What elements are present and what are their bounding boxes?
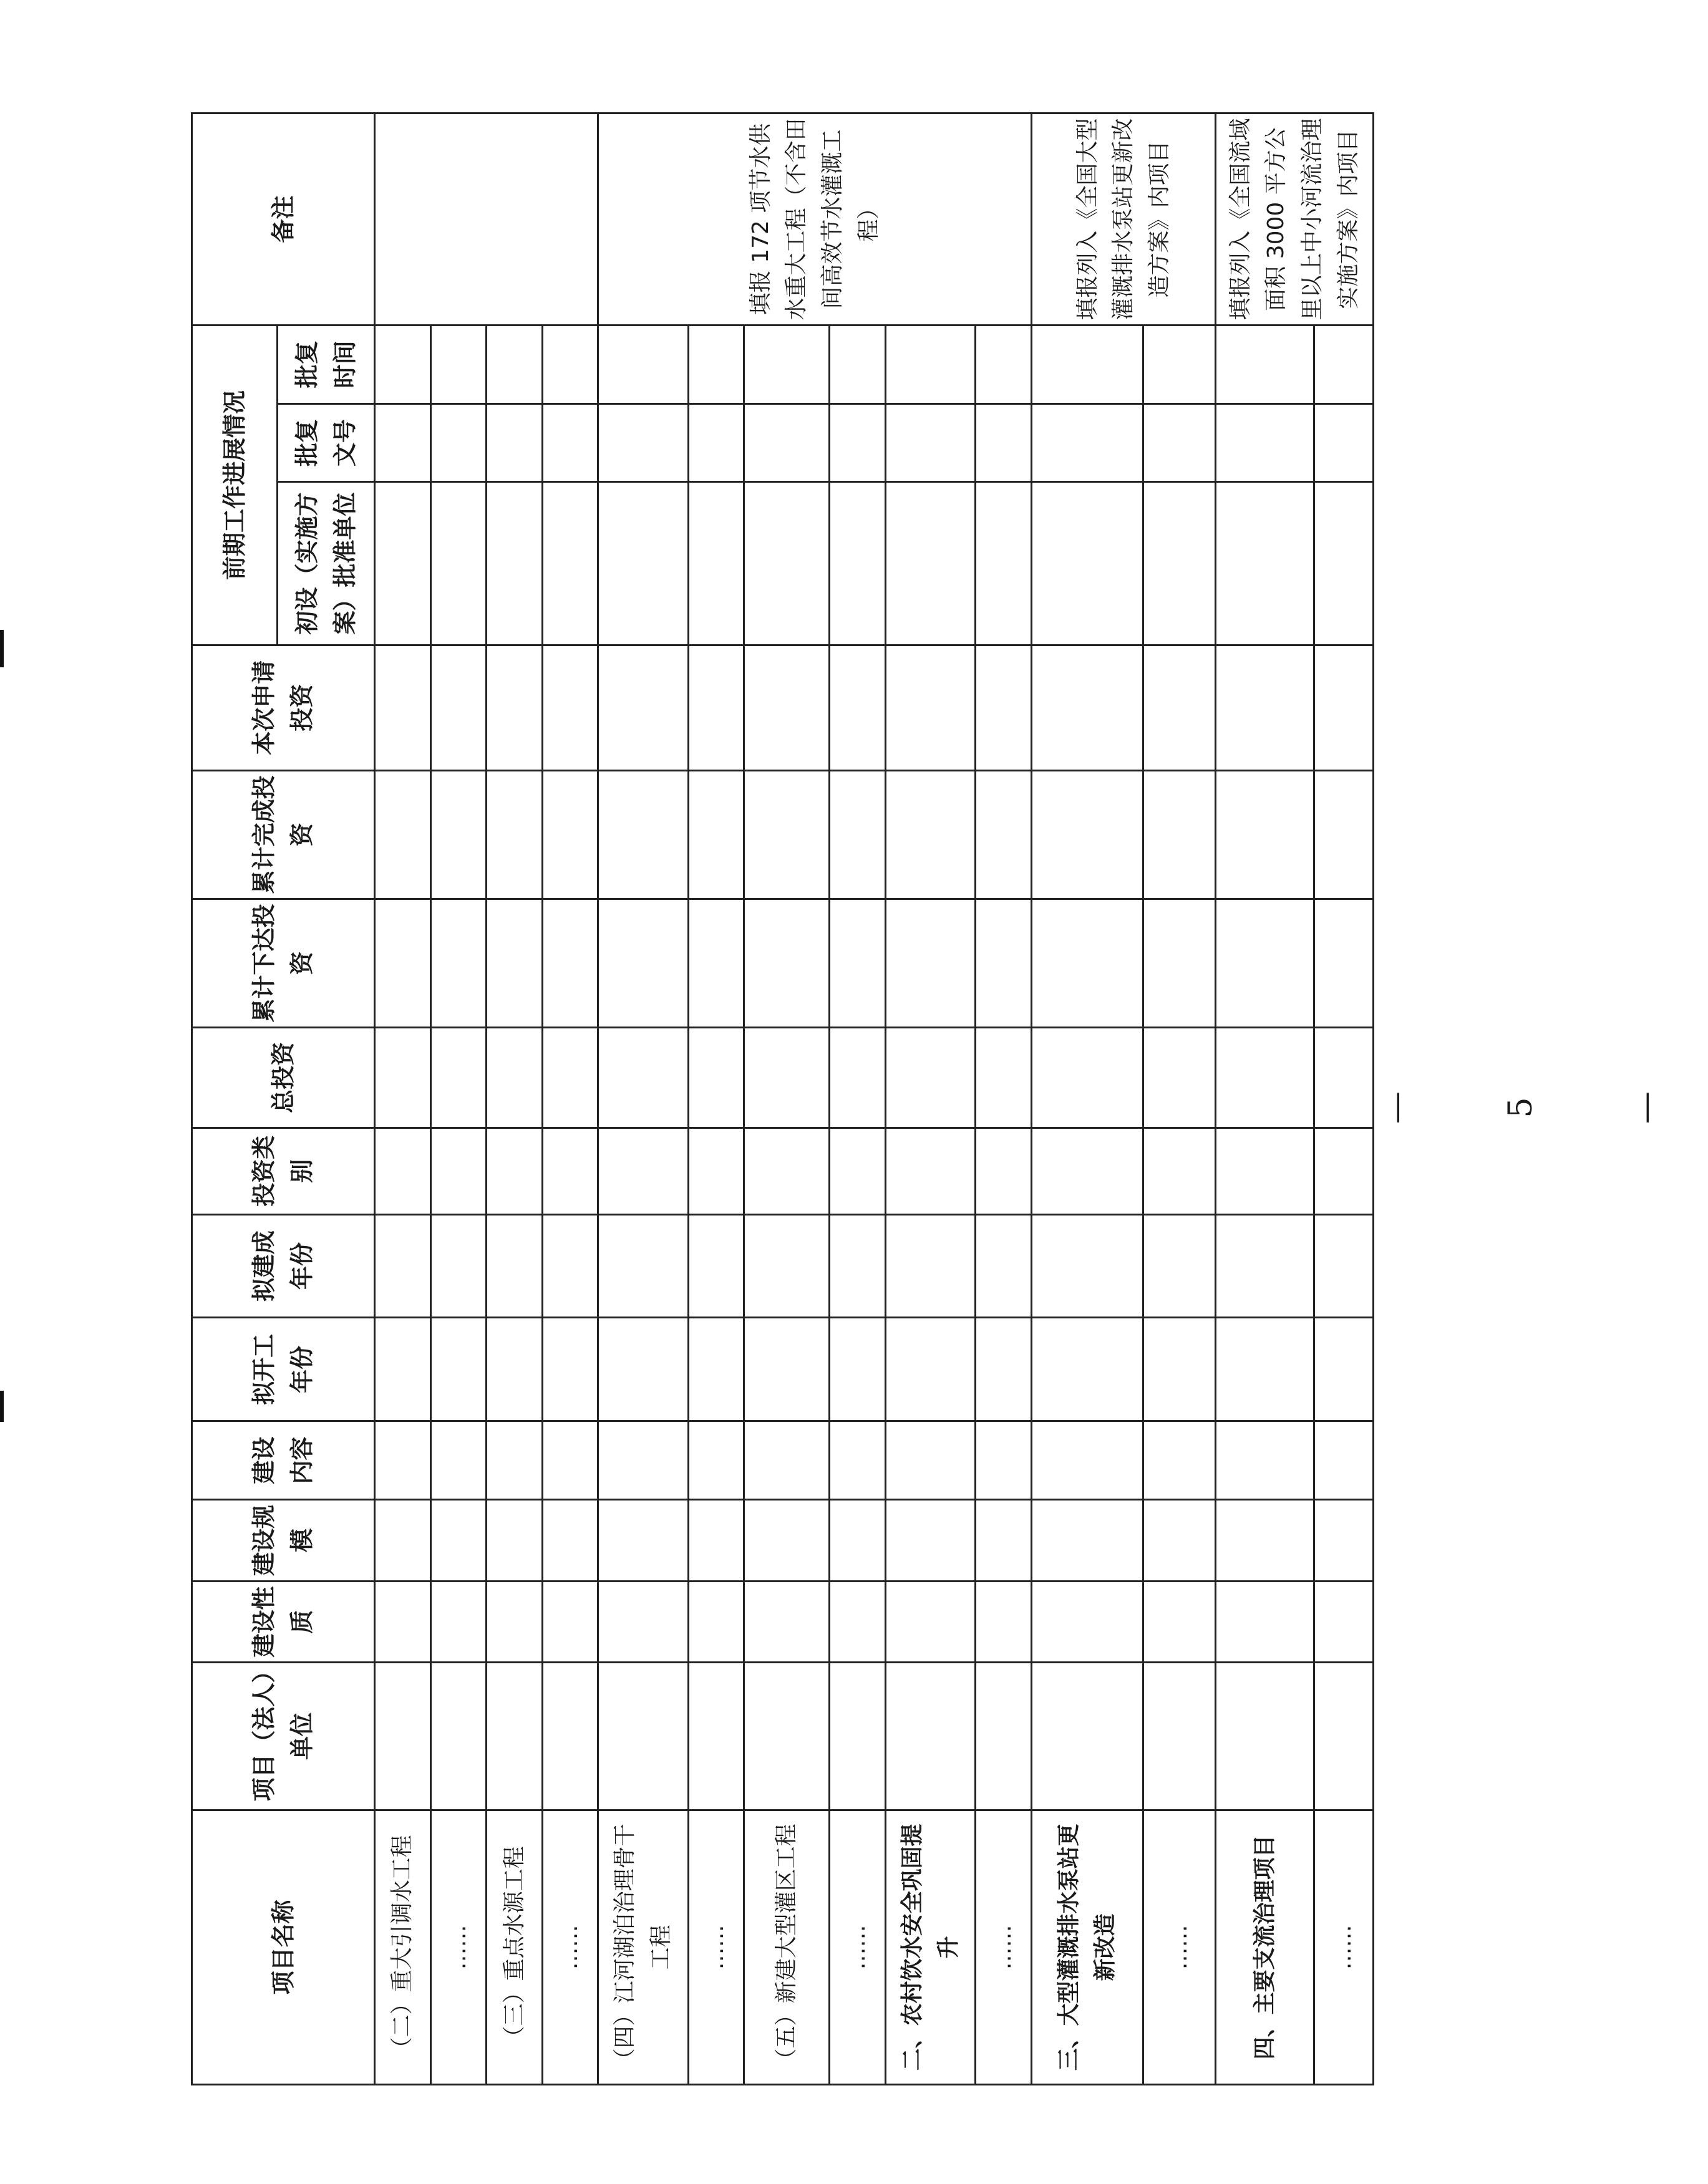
header-scale: 建设规模	[192, 1500, 375, 1582]
page-number: — 5 —	[1377, 1091, 1664, 1124]
header-finish-year: 拟建成年份	[192, 1214, 375, 1318]
empty-cell	[1143, 1318, 1216, 1421]
header-legal-unit: 项目（法人）单位	[192, 1663, 375, 1810]
empty-cell	[976, 1500, 1032, 1582]
table-row	[830, 114, 886, 2085]
empty-cell	[744, 899, 830, 1027]
row-project-name: ……	[542, 1810, 598, 2084]
empty-cell	[688, 1663, 744, 1810]
empty-cell	[1314, 1421, 1374, 1500]
empty-cell	[1215, 1128, 1314, 1214]
header-issued-invest: 累计下达投资	[192, 899, 375, 1027]
empty-cell	[1031, 1500, 1143, 1582]
empty-cell	[1215, 1500, 1314, 1582]
row-project-name: 四、主要支流治理项目	[1215, 1810, 1314, 2084]
row-project-name: （五）新建大型灌区工程	[744, 1810, 830, 2084]
empty-cell	[830, 645, 886, 770]
empty-cell	[1143, 770, 1216, 899]
empty-cell	[1031, 1128, 1143, 1214]
empty-cell	[885, 482, 975, 645]
empty-cell	[375, 899, 431, 1027]
empty-cell	[830, 1318, 886, 1421]
empty-cell	[542, 770, 598, 899]
empty-cell	[430, 325, 487, 403]
empty-cell	[542, 1663, 598, 1810]
table-row	[1031, 114, 1143, 2085]
empty-cell	[430, 645, 487, 770]
header-remarks: 备注	[192, 114, 375, 326]
empty-cell	[598, 899, 688, 1027]
empty-cell	[830, 1214, 886, 1318]
empty-cell	[744, 482, 830, 645]
empty-cell	[1314, 1500, 1374, 1582]
row-project-name: ……	[830, 1810, 886, 2084]
empty-cell	[1215, 482, 1314, 645]
empty-cell	[598, 403, 688, 482]
empty-cell	[1215, 1027, 1314, 1128]
header-nature: 建设性质	[192, 1581, 375, 1663]
empty-cell	[375, 1128, 431, 1214]
empty-cell	[1215, 1581, 1314, 1663]
empty-cell	[487, 325, 543, 403]
empty-cell	[542, 1128, 598, 1214]
empty-cell	[487, 403, 543, 482]
empty-cell	[542, 1581, 598, 1663]
empty-cell	[1314, 899, 1374, 1027]
empty-cell	[1314, 1318, 1374, 1421]
empty-cell	[487, 1027, 543, 1128]
empty-cell	[688, 1318, 744, 1421]
empty-cell	[1031, 1027, 1143, 1128]
empty-cell	[885, 1128, 975, 1214]
empty-cell	[885, 770, 975, 899]
empty-cell	[885, 645, 975, 770]
empty-cell	[688, 899, 744, 1027]
empty-cell	[976, 482, 1032, 645]
empty-cell	[1143, 1027, 1216, 1128]
empty-cell	[1314, 1663, 1374, 1810]
header-content: 建设内容	[192, 1421, 375, 1500]
row-project-name: （三）重点水源工程	[487, 1810, 543, 2084]
empty-cell	[1143, 1581, 1216, 1663]
row-remark: 填报列入《全国流域面积 3000 平方公里以上中小河流治理实施方案》内项目	[1215, 114, 1373, 326]
row-project-name: ……	[688, 1810, 744, 2084]
empty-cell	[1031, 1421, 1143, 1500]
empty-cell	[1031, 325, 1143, 403]
row-project-name: （二）重大引调水工程	[375, 1810, 431, 2084]
row-project-name: ……	[976, 1810, 1032, 2084]
row-project-name: ……	[1143, 1810, 1216, 2084]
empty-cell	[1314, 325, 1374, 403]
empty-cell	[1143, 1500, 1216, 1582]
empty-cell	[487, 1581, 543, 1663]
empty-cell	[688, 403, 744, 482]
empty-cell	[830, 1500, 886, 1582]
empty-cell	[744, 1663, 830, 1810]
scan-edge-mark	[0, 630, 4, 667]
empty-cell	[1143, 1663, 1216, 1810]
table-row	[976, 114, 1032, 2085]
empty-cell	[1031, 899, 1143, 1027]
empty-cell	[430, 1581, 487, 1663]
table-row	[1143, 114, 1216, 2085]
empty-cell	[487, 482, 543, 645]
empty-cell	[542, 1318, 598, 1421]
empty-cell	[1314, 645, 1374, 770]
table-row	[885, 114, 975, 2085]
empty-cell	[830, 403, 886, 482]
empty-cell	[375, 325, 431, 403]
row-project-name: ……	[430, 1810, 487, 2084]
empty-cell	[1215, 1214, 1314, 1318]
empty-cell	[976, 899, 1032, 1027]
empty-cell	[542, 403, 598, 482]
empty-cell	[542, 1421, 598, 1500]
empty-cell	[830, 770, 886, 899]
empty-cell	[487, 770, 543, 899]
empty-cell	[976, 325, 1032, 403]
empty-cell	[542, 482, 598, 645]
empty-cell	[744, 770, 830, 899]
empty-cell	[375, 1027, 431, 1128]
empty-cell	[744, 1214, 830, 1318]
empty-cell	[1031, 1318, 1143, 1421]
empty-cell	[430, 1421, 487, 1500]
header-start-year: 拟开工年份	[192, 1318, 375, 1421]
empty-cell	[598, 770, 688, 899]
empty-cell	[688, 1214, 744, 1318]
table-row	[598, 114, 688, 2085]
empty-cell	[375, 1663, 431, 1810]
empty-cell	[688, 482, 744, 645]
table-row	[487, 114, 543, 2085]
empty-cell	[1031, 1214, 1143, 1318]
empty-cell	[375, 770, 431, 899]
empty-cell	[542, 1214, 598, 1318]
empty-cell	[1314, 403, 1374, 482]
empty-cell	[1215, 899, 1314, 1027]
empty-cell	[1143, 1128, 1216, 1214]
empty-cell	[375, 482, 431, 645]
empty-cell	[598, 1027, 688, 1128]
empty-cell	[1143, 1421, 1216, 1500]
empty-cell	[375, 645, 431, 770]
empty-cell	[1143, 403, 1216, 482]
empty-cell	[598, 325, 688, 403]
empty-cell	[487, 645, 543, 770]
empty-cell	[1031, 403, 1143, 482]
empty-cell	[885, 1214, 975, 1318]
header-completed-invest: 累计完成投资	[192, 770, 375, 899]
empty-cell	[542, 1500, 598, 1582]
empty-cell	[830, 325, 886, 403]
table-row	[1215, 114, 1314, 2085]
header-invest-type: 投资类别	[192, 1128, 375, 1214]
empty-cell	[885, 325, 975, 403]
empty-cell	[1314, 1128, 1374, 1214]
empty-cell	[1031, 1581, 1143, 1663]
empty-cell	[744, 1500, 830, 1582]
empty-cell	[1314, 482, 1374, 645]
empty-cell	[375, 1581, 431, 1663]
header-total-invest: 总投资	[192, 1027, 375, 1128]
header-project-name: 项目名称	[192, 1810, 375, 2084]
row-project-name: 三、大型灌溉排水泵站更新改造	[1031, 1810, 1143, 2084]
empty-cell	[487, 1128, 543, 1214]
empty-cell	[430, 1318, 487, 1421]
empty-cell	[375, 1500, 431, 1582]
header-approval-time: 批复时间	[278, 325, 375, 403]
empty-cell	[598, 1318, 688, 1421]
empty-cell	[598, 1663, 688, 1810]
project-table	[191, 112, 1374, 2085]
empty-cell	[1031, 1663, 1143, 1810]
empty-cell	[430, 1027, 487, 1128]
empty-cell	[487, 1318, 543, 1421]
empty-cell	[885, 1500, 975, 1582]
empty-cell	[976, 1128, 1032, 1214]
empty-cell	[1143, 482, 1216, 645]
empty-cell	[542, 899, 598, 1027]
empty-cell	[688, 325, 744, 403]
empty-cell	[1143, 645, 1216, 770]
empty-cell	[830, 1421, 886, 1500]
empty-cell	[976, 1421, 1032, 1500]
empty-cell	[598, 1421, 688, 1500]
empty-cell	[744, 1027, 830, 1128]
empty-cell	[885, 1581, 975, 1663]
header-requested-invest: 本次申请投资	[192, 645, 375, 770]
empty-cell	[430, 1214, 487, 1318]
empty-cell	[1215, 645, 1314, 770]
row-remark	[375, 114, 598, 326]
empty-cell	[830, 1663, 886, 1810]
empty-cell	[744, 1581, 830, 1663]
empty-cell	[542, 645, 598, 770]
empty-cell	[976, 1581, 1032, 1663]
empty-cell	[976, 1214, 1032, 1318]
empty-cell	[744, 1318, 830, 1421]
empty-cell	[487, 1663, 543, 1810]
empty-cell	[430, 1663, 487, 1810]
empty-cell	[744, 403, 830, 482]
empty-cell	[430, 899, 487, 1027]
empty-cell	[688, 1027, 744, 1128]
empty-cell	[976, 403, 1032, 482]
table-row	[688, 114, 744, 2085]
empty-cell	[598, 1581, 688, 1663]
empty-cell	[688, 770, 744, 899]
empty-cell	[542, 1027, 598, 1128]
empty-cell	[976, 1318, 1032, 1421]
empty-cell	[430, 770, 487, 899]
empty-cell	[430, 1500, 487, 1582]
empty-cell	[885, 1663, 975, 1810]
empty-cell	[542, 325, 598, 403]
empty-cell	[1314, 770, 1374, 899]
empty-cell	[688, 645, 744, 770]
empty-cell	[1143, 325, 1216, 403]
empty-cell	[976, 1663, 1032, 1810]
row-project-name: 二、农村饮水安全巩固提升	[885, 1810, 975, 2084]
empty-cell	[885, 899, 975, 1027]
empty-cell	[885, 1318, 975, 1421]
empty-cell	[976, 770, 1032, 899]
empty-cell	[1215, 770, 1314, 899]
table-row	[744, 114, 830, 2085]
empty-cell	[1314, 1214, 1374, 1318]
empty-cell	[744, 1128, 830, 1214]
empty-cell	[375, 1318, 431, 1421]
empty-cell	[487, 1500, 543, 1582]
rotated-table-container	[191, 112, 1374, 2085]
empty-cell	[1215, 403, 1314, 482]
row-remark: 填报列入《全国大型灌溉排水泵站更新改造方案》内项目	[1031, 114, 1215, 326]
empty-cell	[1215, 1318, 1314, 1421]
empty-cell	[430, 1128, 487, 1214]
empty-cell	[830, 899, 886, 1027]
empty-cell	[830, 1581, 886, 1663]
empty-cell	[430, 482, 487, 645]
empty-cell	[688, 1421, 744, 1500]
empty-cell	[1215, 1663, 1314, 1810]
empty-cell	[744, 325, 830, 403]
empty-cell	[598, 482, 688, 645]
empty-cell	[598, 1128, 688, 1214]
empty-cell	[598, 1500, 688, 1582]
header-prelim-group: 前期工作进展情况	[192, 325, 278, 645]
empty-cell	[885, 1421, 975, 1500]
header-approval-unit: 初设（实施方案）批准单位	[278, 482, 375, 645]
empty-cell	[744, 1421, 830, 1500]
empty-cell	[688, 1581, 744, 1663]
empty-cell	[1031, 482, 1143, 645]
empty-cell	[487, 1214, 543, 1318]
empty-cell	[598, 645, 688, 770]
table-row	[375, 114, 431, 2085]
scan-edge-mark	[0, 1391, 4, 1422]
row-project-name: （四）江河湖泊治理骨干工程	[598, 1810, 688, 2084]
empty-cell	[885, 1027, 975, 1128]
empty-cell	[1314, 1581, 1374, 1663]
empty-cell	[430, 403, 487, 482]
empty-cell	[375, 403, 431, 482]
empty-cell	[1143, 1214, 1216, 1318]
empty-cell	[375, 1214, 431, 1318]
row-remark: 填报 172 项节水供水重大工程（不含田间高效节水灌溉工程）	[598, 114, 1032, 326]
empty-cell	[885, 403, 975, 482]
empty-cell	[976, 1027, 1032, 1128]
empty-cell	[744, 645, 830, 770]
empty-cell	[830, 1128, 886, 1214]
empty-cell	[688, 1128, 744, 1214]
empty-cell	[1215, 1421, 1314, 1500]
empty-cell	[1215, 325, 1314, 403]
empty-cell	[487, 1421, 543, 1500]
empty-cell	[830, 482, 886, 645]
empty-cell	[1031, 645, 1143, 770]
empty-cell	[976, 645, 1032, 770]
table-row	[542, 114, 598, 2085]
table-row	[430, 114, 487, 2085]
empty-cell	[487, 899, 543, 1027]
empty-cell	[1031, 770, 1143, 899]
header-approval-doc: 批复文号	[278, 403, 375, 482]
row-project-name: ……	[1314, 1810, 1374, 2084]
empty-cell	[1143, 899, 1216, 1027]
empty-cell	[688, 1500, 744, 1582]
empty-cell	[830, 1027, 886, 1128]
empty-cell	[375, 1421, 431, 1500]
empty-cell	[598, 1214, 688, 1318]
